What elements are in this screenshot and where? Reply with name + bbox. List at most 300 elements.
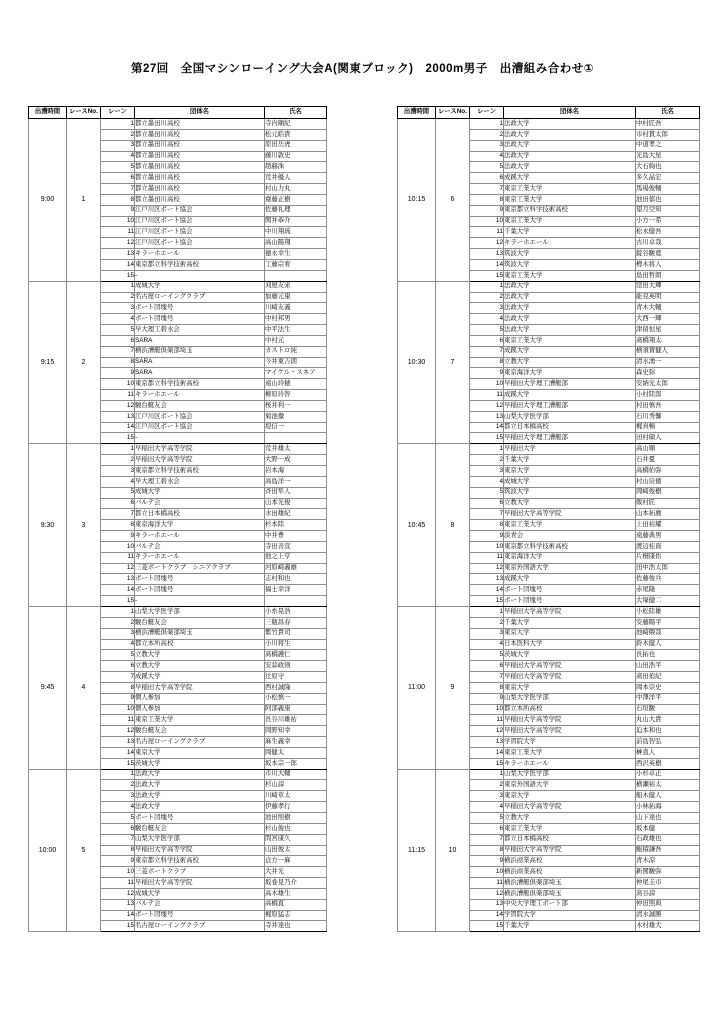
lane-number: 6 bbox=[101, 661, 135, 672]
team-name: 千葉大学 bbox=[504, 921, 636, 932]
athlete-name: 西沢英樹 bbox=[636, 758, 700, 769]
lane-number: 7 bbox=[101, 346, 135, 357]
athlete-name: 池之上亨 bbox=[265, 552, 327, 563]
lane-number: 11 bbox=[470, 227, 504, 238]
schedule-table-left bbox=[28, 106, 327, 932]
table-row bbox=[29, 119, 327, 130]
schedule-columns bbox=[28, 106, 700, 932]
lane-number: 14 bbox=[470, 422, 504, 433]
athlete-name: 大塚健二 bbox=[636, 596, 700, 607]
team-name: 江戸川区ボート協会 bbox=[135, 238, 265, 249]
lane-number: 15 bbox=[101, 921, 135, 932]
race-start-time: 10:45 bbox=[398, 444, 436, 607]
lane-number: 2 bbox=[101, 780, 135, 791]
lane-number: 5 bbox=[470, 162, 504, 173]
lane-number: 2 bbox=[470, 617, 504, 628]
team-name: 茨城大学 bbox=[135, 758, 265, 769]
team-name: 名古屋ローイングクラブ bbox=[135, 292, 265, 303]
athlete-name: 小糸晃浩 bbox=[265, 606, 327, 617]
athlete-name: 徳永幸生 bbox=[265, 249, 327, 260]
lane-number: 6 bbox=[101, 173, 135, 184]
team-name: 駿台艇友会 bbox=[135, 400, 265, 411]
team-name: 早稲田大学理工漕艇部 bbox=[504, 433, 636, 444]
athlete-name: 岡崎俊樹 bbox=[636, 487, 700, 498]
team-name: ボート団塊号 bbox=[504, 585, 636, 596]
athlete-name: 小松慎一 bbox=[265, 693, 327, 704]
lane-number: 10 bbox=[101, 867, 135, 878]
lane-number: 14 bbox=[101, 585, 135, 596]
athlete-name: 中村邦男 bbox=[265, 314, 327, 325]
header-name: 氏名 bbox=[265, 107, 327, 119]
athlete-name: 荒井雄太 bbox=[265, 444, 327, 455]
lane-number: 5 bbox=[470, 325, 504, 336]
team-name: 法政大学 bbox=[504, 292, 636, 303]
team-name: 都立墨田川高校 bbox=[135, 173, 265, 184]
lane-number: 4 bbox=[470, 476, 504, 487]
athlete-name: 多久晶宏 bbox=[636, 173, 700, 184]
lane-number: 10 bbox=[101, 216, 135, 227]
lane-number: 9 bbox=[101, 205, 135, 216]
team-name: ボート団塊号 bbox=[135, 813, 265, 824]
athlete-name: 小杉卓正 bbox=[636, 769, 700, 780]
athlete-name: 西村誠隆 bbox=[265, 682, 327, 693]
athlete-name: 村山辰徳 bbox=[636, 476, 700, 487]
team-name: 東京大学 bbox=[504, 791, 636, 802]
team-name: 法政大学 bbox=[135, 802, 265, 813]
team-name: - bbox=[135, 270, 265, 281]
lane-number: 15 bbox=[101, 596, 135, 607]
lane-number: 3 bbox=[470, 466, 504, 477]
athlete-name: 梶原猛志 bbox=[265, 910, 327, 921]
team-name: 横浜漕艇倶楽部埼玉 bbox=[135, 346, 265, 357]
athlete-name: 加藤元康 bbox=[265, 292, 327, 303]
lane-number: 6 bbox=[470, 498, 504, 509]
athlete-name: 趙赫洙 bbox=[265, 162, 327, 173]
athlete-name: 遠藤典男 bbox=[636, 531, 700, 542]
team-name: 東京工業大学 bbox=[504, 216, 636, 227]
lane-number: 15 bbox=[101, 758, 135, 769]
team-name: キラーホエール bbox=[135, 552, 265, 563]
lane-number: 12 bbox=[470, 888, 504, 899]
table-row bbox=[29, 606, 327, 617]
table-header-right bbox=[398, 107, 700, 119]
team-name: 日本医科大学 bbox=[504, 639, 636, 650]
lane-number: 13 bbox=[470, 249, 504, 260]
header-row bbox=[398, 107, 700, 119]
lane-number: 8 bbox=[470, 845, 504, 856]
athlete-name: 高木雄生 bbox=[265, 888, 327, 899]
lane-number: 10 bbox=[470, 704, 504, 715]
athlete-name: 仲尾圭市 bbox=[636, 878, 700, 889]
header-time: 出漕時間 bbox=[398, 107, 436, 119]
team-name: 早稲田大学高等学院 bbox=[504, 672, 636, 683]
athlete-name: 藤川敦史 bbox=[265, 151, 327, 162]
team-name: - bbox=[135, 596, 265, 607]
athlete-name: 河原崎義雄 bbox=[265, 563, 327, 574]
lane-number: 4 bbox=[101, 314, 135, 325]
lane-number: 12 bbox=[101, 563, 135, 574]
team-name: 東京大学 bbox=[504, 466, 636, 477]
athlete-name: 池崎隈哉 bbox=[636, 628, 700, 639]
lane-number: 7 bbox=[470, 184, 504, 195]
lane-number: 11 bbox=[101, 552, 135, 563]
athlete-name: 石川秀馨 bbox=[636, 411, 700, 422]
lane-number: 8 bbox=[101, 845, 135, 856]
athlete-name bbox=[265, 596, 327, 607]
athlete-name: 望月空知 bbox=[636, 205, 700, 216]
team-name: キラーホエール bbox=[135, 249, 265, 260]
team-name: 学習院大学 bbox=[504, 737, 636, 748]
team-name: 江戸川区ボート協会 bbox=[135, 205, 265, 216]
team-name: ボート団塊号 bbox=[135, 574, 265, 585]
lane-number: 8 bbox=[470, 194, 504, 205]
race-start-time: 11:00 bbox=[398, 606, 436, 769]
header-row bbox=[29, 107, 327, 119]
lane-number: 13 bbox=[101, 574, 135, 585]
race-number: 4 bbox=[67, 606, 101, 769]
team-name: 成蹊大学 bbox=[135, 672, 265, 683]
athlete-name: 荒井優人 bbox=[265, 173, 327, 184]
athlete-name: 齋藤正樹 bbox=[265, 194, 327, 205]
athlete-name: 渡辺桂資 bbox=[636, 541, 700, 552]
team-name: ボート団塊号 bbox=[504, 596, 636, 607]
team-name: 中央大学理工ボート部 bbox=[504, 899, 636, 910]
athlete-name: 寺井達也 bbox=[265, 921, 327, 932]
athlete-name: 坂本宗一郎 bbox=[265, 758, 327, 769]
lane-number: 12 bbox=[101, 400, 135, 411]
lane-number: 5 bbox=[101, 487, 135, 498]
athlete-name: 横須賀健人 bbox=[636, 346, 700, 357]
team-name: 東京工業大学 bbox=[135, 715, 265, 726]
lane-number: 5 bbox=[470, 487, 504, 498]
athlete-name: 安藤陽平 bbox=[636, 617, 700, 628]
team-name: 法政大学 bbox=[504, 303, 636, 314]
athlete-name: 鮑積謙吾 bbox=[636, 845, 700, 856]
athlete-name: 鈴木健人 bbox=[636, 639, 700, 650]
team-name: 早稲田大学高等学院 bbox=[504, 606, 636, 617]
athlete-name: 髙田侑紀 bbox=[636, 672, 700, 683]
race-number: 2 bbox=[67, 281, 101, 444]
team-name: 法政大学 bbox=[135, 769, 265, 780]
team-name: 筑波大学 bbox=[504, 249, 636, 260]
lane-number: 13 bbox=[470, 899, 504, 910]
race-start-time: 10:00 bbox=[29, 769, 67, 932]
table-row bbox=[29, 281, 327, 292]
lane-number: 4 bbox=[101, 476, 135, 487]
team-name: 東京海洋大学 bbox=[504, 368, 636, 379]
lane-number: 8 bbox=[101, 682, 135, 693]
team-name: 東京工業大学 bbox=[504, 520, 636, 531]
team-name: 東京都立科学技術高校 bbox=[135, 466, 265, 477]
lane-number: 1 bbox=[470, 444, 504, 455]
table-row bbox=[398, 606, 700, 617]
team-name: 都立墨田川高校 bbox=[135, 151, 265, 162]
lane-number: 7 bbox=[101, 184, 135, 195]
lane-number: 3 bbox=[101, 791, 135, 802]
lane-number: 15 bbox=[470, 758, 504, 769]
lane-number: 1 bbox=[470, 281, 504, 292]
team-name: バルテ会 bbox=[135, 541, 265, 552]
team-name: 東京工業大学 bbox=[504, 270, 636, 281]
athlete-name: 堤信一 bbox=[265, 422, 327, 433]
header-lane: レーン bbox=[470, 107, 504, 119]
lane-number: 11 bbox=[470, 390, 504, 401]
team-name: 三菱ボートクラブ シニアクラブ bbox=[135, 563, 265, 574]
team-name: 法政大学 bbox=[135, 791, 265, 802]
lane-number: 10 bbox=[101, 704, 135, 715]
team-name: キラーホエール bbox=[504, 758, 636, 769]
lane-number: 11 bbox=[470, 878, 504, 889]
team-name: 個人参加 bbox=[135, 704, 265, 715]
athlete-name: 髙谷諒 bbox=[636, 888, 700, 899]
athlete-name: 石政雄也 bbox=[636, 834, 700, 845]
team-name: 学習院大学 bbox=[504, 910, 636, 921]
team-name: 早稲田大学高等学院 bbox=[135, 682, 265, 693]
athlete-name: 中道孝之 bbox=[636, 140, 700, 151]
athlete-name: 大西一輝 bbox=[636, 314, 700, 325]
lane-number: 14 bbox=[101, 259, 135, 270]
team-name: 茨城大学 bbox=[504, 650, 636, 661]
team-name: 東京工業大学 bbox=[504, 747, 636, 758]
team-name: 早稲田大学高等学院 bbox=[504, 845, 636, 856]
lane-number: 9 bbox=[470, 693, 504, 704]
lane-number: 3 bbox=[470, 303, 504, 314]
race-number: 9 bbox=[436, 606, 470, 769]
team-name: 山梨大学医学部 bbox=[504, 693, 636, 704]
lane-number: 6 bbox=[101, 498, 135, 509]
lane-number: 8 bbox=[470, 357, 504, 368]
team-name: SARA bbox=[135, 357, 265, 368]
lane-number: 3 bbox=[101, 466, 135, 477]
lane-number: 14 bbox=[470, 747, 504, 758]
athlete-name: 森史弥 bbox=[636, 368, 700, 379]
athlete-name: 遠山玲穂 bbox=[265, 379, 327, 390]
athlete-name: 小村陸郎 bbox=[636, 390, 700, 401]
lane-number: 13 bbox=[470, 411, 504, 422]
lane-number: 9 bbox=[470, 368, 504, 379]
lane-number: 10 bbox=[101, 379, 135, 390]
athlete-name: 光島大星 bbox=[636, 151, 700, 162]
team-name: バルテ会 bbox=[135, 899, 265, 910]
athlete-name: 小松陸雄 bbox=[636, 606, 700, 617]
team-name: - bbox=[135, 433, 265, 444]
athlete-name: 貞方一麻 bbox=[265, 856, 327, 867]
athlete-name: 工藤宗宥 bbox=[265, 259, 327, 270]
team-name: 早稲田大学高等学院 bbox=[504, 715, 636, 726]
lane-number: 14 bbox=[470, 910, 504, 921]
team-name: 早稲田大学理工漕艇部 bbox=[504, 400, 636, 411]
lane-number: 10 bbox=[470, 216, 504, 227]
athlete-name: 市川大輔 bbox=[265, 769, 327, 780]
athlete-name: 中村元 bbox=[265, 335, 327, 346]
athlete-name: 中川翔琉 bbox=[265, 227, 327, 238]
lane-number: 14 bbox=[101, 747, 135, 758]
athlete-name: 青木大輔 bbox=[636, 303, 700, 314]
team-name: キラーホエール bbox=[135, 390, 265, 401]
lane-number: 8 bbox=[470, 520, 504, 531]
lane-number: 11 bbox=[101, 390, 135, 401]
lane-number: 12 bbox=[470, 726, 504, 737]
team-name: 成蹊大学 bbox=[504, 574, 636, 585]
athlete-name: 寺田善宣 bbox=[265, 541, 327, 552]
lane-number: 7 bbox=[470, 834, 504, 845]
lane-number: 5 bbox=[101, 325, 135, 336]
athlete-name: 水田雄紀 bbox=[265, 509, 327, 520]
team-name: 山梨大学医学部 bbox=[135, 834, 265, 845]
lane-number: 1 bbox=[101, 281, 135, 292]
lane-number: 2 bbox=[101, 617, 135, 628]
lane-number: 1 bbox=[470, 119, 504, 130]
team-name: 江戸川区ボート協会 bbox=[135, 216, 265, 227]
team-name: 東京都立科学技術高校 bbox=[135, 856, 265, 867]
team-name: ボート団塊号 bbox=[135, 314, 265, 325]
team-name: 淡青会 bbox=[504, 531, 636, 542]
header-team: 団体名 bbox=[504, 107, 636, 119]
lane-number: 6 bbox=[470, 173, 504, 184]
athlete-name: 三瓶昌春 bbox=[265, 617, 327, 628]
athlete-name: 佐藤礼理 bbox=[265, 205, 327, 216]
race-number: 7 bbox=[436, 281, 470, 444]
team-name: 横浜漕艇倶楽部埼玉 bbox=[135, 628, 265, 639]
athlete-name: 高山順 bbox=[636, 444, 700, 455]
athlete-name: 山本拓麿 bbox=[636, 509, 700, 520]
lane-number: 6 bbox=[470, 661, 504, 672]
lane-number: 14 bbox=[101, 422, 135, 433]
team-name: 都立墨田川高校 bbox=[135, 162, 265, 173]
team-name: 法政大学 bbox=[135, 780, 265, 791]
lane-number: 4 bbox=[470, 639, 504, 650]
team-name: 都立墨田川高校 bbox=[135, 194, 265, 205]
athlete-name: 志村和也 bbox=[265, 574, 327, 585]
table-row bbox=[29, 444, 327, 455]
team-name: 駿台艇友会 bbox=[135, 617, 265, 628]
athlete-name: 池田郁也 bbox=[636, 194, 700, 205]
athlete-name: 松元皓貴 bbox=[265, 129, 327, 140]
team-name: 名古屋ローイングクラブ bbox=[135, 737, 265, 748]
lane-number: 1 bbox=[470, 769, 504, 780]
lane-number: 1 bbox=[101, 119, 135, 130]
athlete-name: 岩本海 bbox=[265, 466, 327, 477]
team-name: 立教大学 bbox=[135, 661, 265, 672]
athlete-name: 古川卓哉 bbox=[636, 238, 700, 249]
race-number: 3 bbox=[67, 444, 101, 607]
lane-number: 2 bbox=[101, 292, 135, 303]
lane-number: 12 bbox=[470, 400, 504, 411]
team-name: 法政大学 bbox=[504, 162, 636, 173]
team-name: 千葉大学 bbox=[504, 617, 636, 628]
lane-number: 8 bbox=[470, 682, 504, 693]
team-name: 早大理工碧水会 bbox=[135, 325, 265, 336]
lane-number: 8 bbox=[101, 194, 135, 205]
lane-number: 12 bbox=[470, 238, 504, 249]
lane-number: 4 bbox=[101, 639, 135, 650]
team-name: キラーホエール bbox=[135, 531, 265, 542]
lane-number: 13 bbox=[101, 899, 135, 910]
athlete-name: 大石絢也 bbox=[636, 162, 700, 173]
team-name: SARA bbox=[135, 335, 265, 346]
race-start-time: 11:15 bbox=[398, 769, 436, 932]
athlete-name: 中平法生 bbox=[265, 325, 327, 336]
athlete-name: カストロ純 bbox=[265, 346, 327, 357]
lane-number: 15 bbox=[101, 270, 135, 281]
team-name: 早稲田大学高等学院 bbox=[135, 455, 265, 466]
athlete-name: 中井豊 bbox=[265, 531, 327, 542]
team-name: 法政大学 bbox=[504, 140, 636, 151]
lane-number: 6 bbox=[101, 335, 135, 346]
header-team: 団体名 bbox=[135, 107, 265, 119]
team-name: 法政大学 bbox=[504, 325, 636, 336]
team-name: 早稲田大学 bbox=[504, 444, 636, 455]
team-name: 東京海洋大学 bbox=[504, 552, 636, 563]
athlete-name: 石垣駿 bbox=[636, 704, 700, 715]
schedule-table-right bbox=[397, 106, 700, 932]
team-name: 成城大学 bbox=[135, 281, 265, 292]
athlete-name: 佐藤俊兵 bbox=[636, 574, 700, 585]
athlete-name: 山下達也 bbox=[636, 813, 700, 824]
team-name: 東京工業大学 bbox=[504, 194, 636, 205]
athlete-name: 山田俊太 bbox=[265, 845, 327, 856]
header-time: 出漕時間 bbox=[29, 107, 67, 119]
lane-number: 13 bbox=[101, 249, 135, 260]
athlete-name: 岡健太 bbox=[265, 747, 327, 758]
athlete-name: 高山陽翔 bbox=[265, 238, 327, 249]
team-name: 都立墨田川高校 bbox=[135, 119, 265, 130]
race-number: 10 bbox=[436, 769, 470, 932]
race-number: 6 bbox=[436, 119, 470, 282]
athlete-name: 清水誠勝 bbox=[636, 910, 700, 921]
lane-number: 2 bbox=[101, 455, 135, 466]
lane-number: 10 bbox=[470, 379, 504, 390]
team-name: 都立日本橋高校 bbox=[504, 422, 636, 433]
team-name: 成蹊大学 bbox=[504, 390, 636, 401]
race-number: 8 bbox=[436, 444, 470, 607]
athlete-name: 飯村匠 bbox=[636, 498, 700, 509]
athlete-name: 前島智弘 bbox=[636, 737, 700, 748]
team-name: 個人参加 bbox=[135, 693, 265, 704]
lane-number: 1 bbox=[470, 606, 504, 617]
athlete-name: 小川将生 bbox=[265, 639, 327, 650]
lane-number: 5 bbox=[470, 650, 504, 661]
athlete-name: 仲田照典 bbox=[636, 899, 700, 910]
team-name: 法政大学 bbox=[504, 129, 636, 140]
lane-number: 5 bbox=[470, 813, 504, 824]
team-name: 東京工業大学 bbox=[504, 335, 636, 346]
team-name: 早大理工碧水会 bbox=[135, 476, 265, 487]
lane-number: 12 bbox=[101, 888, 135, 899]
athlete-name: 赤尾隆 bbox=[636, 585, 700, 596]
lane-number: 2 bbox=[101, 129, 135, 140]
lane-number: 3 bbox=[101, 303, 135, 314]
athlete-name: 川崎草太 bbox=[265, 791, 327, 802]
athlete-name: 長拓也 bbox=[636, 650, 700, 661]
lane-number: 2 bbox=[470, 129, 504, 140]
race-number: 1 bbox=[67, 119, 101, 282]
athlete-name: 梶真暢 bbox=[636, 422, 700, 433]
athlete-name: 高橋直 bbox=[265, 899, 327, 910]
lane-number: 6 bbox=[101, 823, 135, 834]
athlete-name: 岡本崇史 bbox=[636, 682, 700, 693]
team-name: 横浜商業高校 bbox=[504, 856, 636, 867]
athlete-name: 辻原守 bbox=[265, 672, 327, 683]
lane-number: 4 bbox=[470, 151, 504, 162]
team-name: 東京都立科学技術高校 bbox=[504, 205, 636, 216]
athlete-name: 清水湧一 bbox=[636, 357, 700, 368]
athlete-name: 丸山大貴 bbox=[636, 715, 700, 726]
lane-number: 9 bbox=[101, 693, 135, 704]
lane-number: 1 bbox=[101, 444, 135, 455]
table-row bbox=[398, 444, 700, 455]
athlete-name: 寺内順紀 bbox=[265, 119, 327, 130]
